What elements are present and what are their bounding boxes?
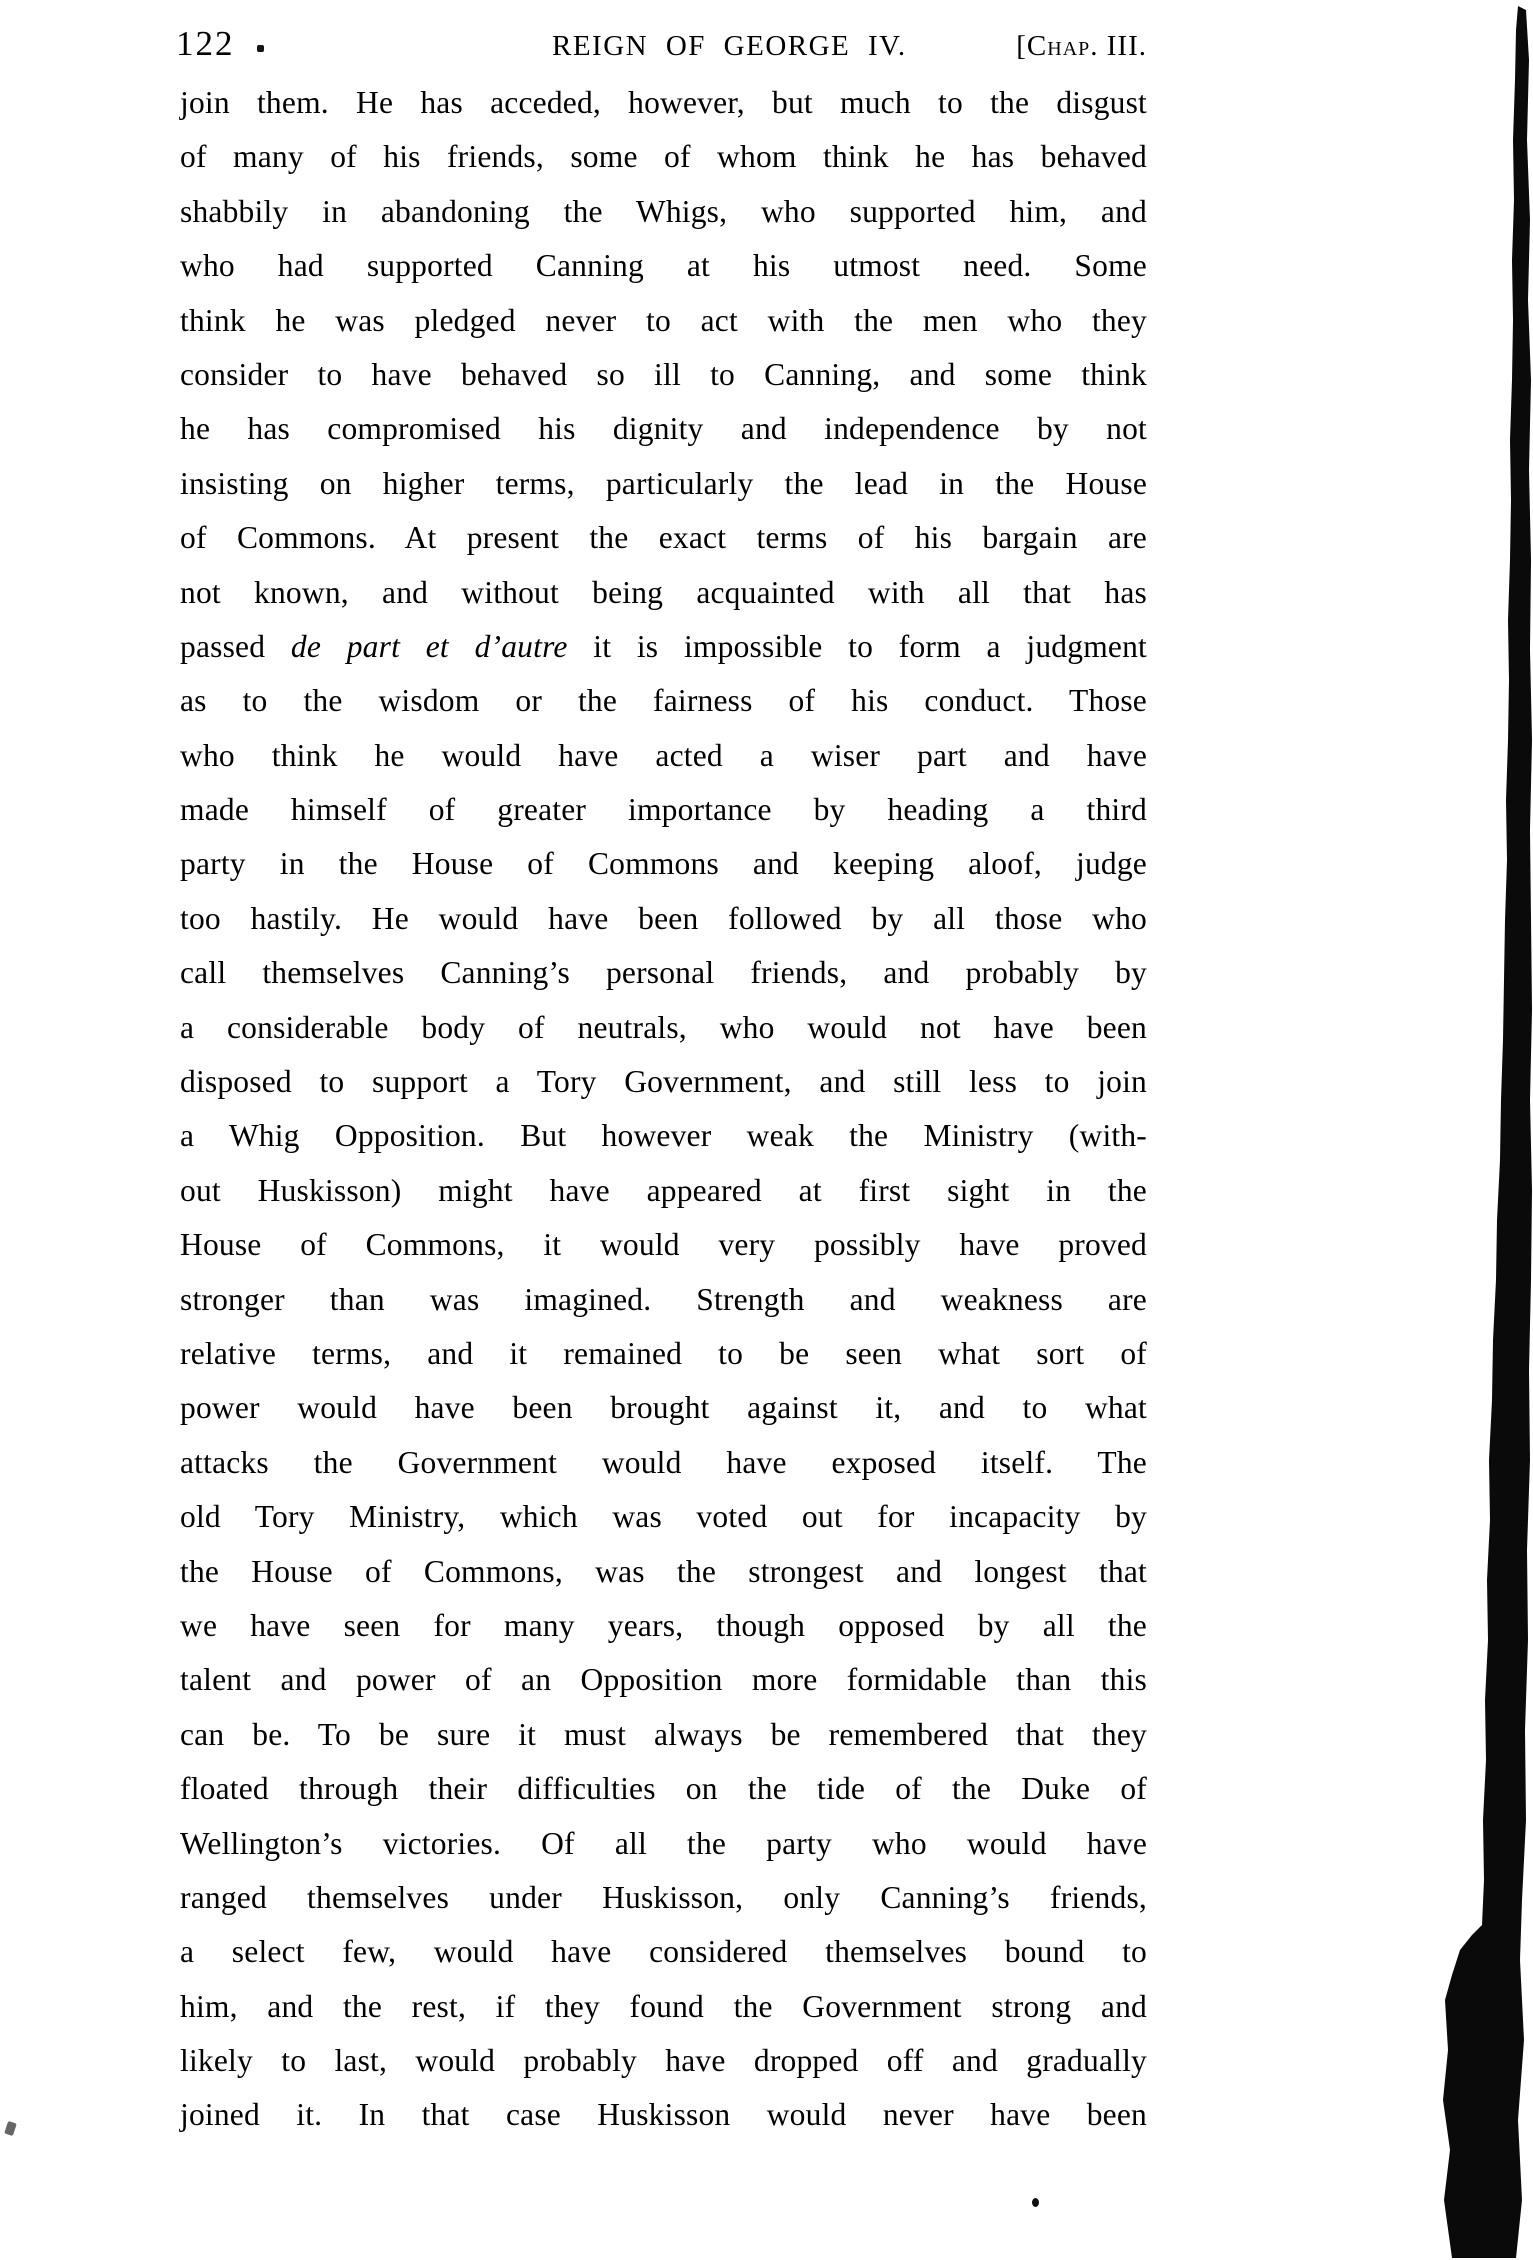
text-line bbox=[180, 457, 1147, 511]
text-segment: ranged themselves under Huskisson, only Canning’s friends, bbox=[180, 1879, 1147, 1915]
page-header bbox=[0, 0, 1533, 70]
text-line bbox=[180, 511, 1147, 565]
text-line bbox=[180, 185, 1147, 239]
text-segment: call themselves Canning’s personal friends, and probably by bbox=[180, 955, 1147, 991]
text-segment: a considerable body of neutrals, who would not have been bbox=[180, 1009, 1147, 1045]
text-segment: the House of Commons, was the strongest and longest that bbox=[180, 1553, 1147, 1589]
text-segment: a select few, would have considered themselves bound to bbox=[180, 1934, 1147, 1970]
text-segment: attacks the Government would have exposed itself. The bbox=[180, 1444, 1147, 1480]
text-segment: House of Commons, it would very possibly have proved bbox=[180, 1227, 1147, 1263]
text-segment: relative terms, and it remained to be seen what sort of bbox=[180, 1335, 1147, 1371]
text-line bbox=[180, 1055, 1147, 1109]
italic-text-segment: de part et d’autre bbox=[290, 628, 568, 664]
text-line bbox=[180, 1871, 1147, 1925]
text-segment: stronger than was imagined. Strength and weakness are bbox=[180, 1281, 1147, 1317]
text-segment: passed bbox=[180, 628, 291, 664]
text-line bbox=[180, 1708, 1147, 1762]
text-segment: who had supported Canning at his utmost need. Some bbox=[180, 248, 1147, 284]
text-segment: old Tory Ministry, which was voted out for incapacity by bbox=[180, 1499, 1147, 1535]
header-dot-speck bbox=[257, 45, 264, 52]
text-segment: insisting on higher terms, particularly the lead in the House bbox=[180, 465, 1147, 501]
ink-speck-bottom bbox=[1032, 2198, 1039, 2207]
text-line bbox=[180, 76, 1147, 130]
text-segment: floated through their difficulties on the tide of the Duke of bbox=[180, 1771, 1147, 1807]
text-line bbox=[180, 1164, 1147, 1218]
text-segment: not known, and without being acquainted with all that has bbox=[180, 574, 1147, 610]
text-line bbox=[180, 1436, 1147, 1490]
text-line bbox=[180, 1218, 1147, 1272]
text-segment: talent and power of an Opposition more formidable than this bbox=[180, 1662, 1147, 1698]
text-line bbox=[180, 239, 1147, 293]
text-line bbox=[180, 402, 1147, 456]
text-segment: of Commons. At present the exact terms of his bargain are bbox=[180, 520, 1147, 556]
text-line bbox=[180, 674, 1147, 728]
text-segment: can be. To be sure it must always be remembered that they bbox=[180, 1716, 1147, 1752]
text-segment: Wellington’s victories. Of all the party who would have bbox=[180, 1825, 1147, 1861]
text-line bbox=[180, 1599, 1147, 1653]
page-body-text bbox=[180, 76, 1147, 2143]
text-line bbox=[180, 1273, 1147, 1327]
text-line bbox=[180, 1109, 1147, 1163]
text-segment: him, and the rest, if they found the Government strong and bbox=[180, 1988, 1147, 2024]
text-line bbox=[180, 783, 1147, 837]
text-line bbox=[180, 2088, 1147, 2142]
text-line bbox=[180, 1381, 1147, 1435]
text-segment: likely to last, would probably have dropped off and gradually bbox=[180, 2043, 1147, 2079]
text-segment: consider to have behaved so ill to Canning, and some think bbox=[180, 356, 1147, 392]
ink-speck-corner bbox=[4, 2121, 17, 2136]
text-segment: think he was pledged never to act with the men who they bbox=[180, 302, 1147, 338]
text-line bbox=[180, 1490, 1147, 1544]
chapter-reference: [Chap. III. bbox=[1016, 30, 1147, 62]
text-segment: joined it. In that case Huskisson would never have been bbox=[180, 2097, 1147, 2133]
text-line bbox=[180, 620, 1147, 674]
text-line bbox=[180, 1327, 1147, 1381]
page-number: 122 bbox=[176, 24, 235, 63]
running-title: REIGN OF GEORGE IV. bbox=[552, 30, 907, 62]
text-line bbox=[180, 294, 1147, 348]
text-segment: of many of his friends, some of whom think he has behaved bbox=[180, 139, 1147, 175]
text-line bbox=[180, 1545, 1147, 1599]
text-segment: too hastily. He would have been followed by all those who bbox=[180, 900, 1147, 936]
text-segment: disposed to support a Tory Government, and still less to join bbox=[180, 1064, 1147, 1100]
text-line bbox=[180, 1653, 1147, 1707]
text-line bbox=[180, 837, 1147, 891]
text-segment: made himself of greater importance by heading a third bbox=[180, 792, 1147, 828]
text-segment: a Whig Opposition. But however weak the Ministry (with- bbox=[180, 1118, 1147, 1154]
text-segment: we have seen for many years, though opposed by all the bbox=[180, 1607, 1147, 1643]
text-segment: power would have been brought against it, and to what bbox=[180, 1390, 1147, 1426]
text-segment: party in the House of Commons and keeping aloof, judge bbox=[180, 846, 1147, 882]
text-segment: as to the wisdom or the fairness of his conduct. Those bbox=[180, 683, 1147, 719]
text-line bbox=[180, 348, 1147, 402]
text-segment: out Huskisson) might have appeared at first sight in the bbox=[180, 1172, 1147, 1208]
text-line bbox=[180, 892, 1147, 946]
text-segment: shabbily in abandoning the Whigs, who supported him, and bbox=[180, 193, 1147, 229]
text-line bbox=[180, 1980, 1147, 2034]
text-segment: join them. He has acceded, however, but much to the disgust bbox=[180, 85, 1147, 120]
text-line bbox=[180, 1817, 1147, 1871]
text-segment: it is impossible to form a judgment bbox=[567, 628, 1147, 664]
text-segment: who think he would have acted a wiser part and have bbox=[180, 737, 1147, 773]
text-line bbox=[180, 2034, 1147, 2088]
text-segment: he has compromised his dignity and independence by not bbox=[180, 411, 1147, 447]
text-line bbox=[180, 946, 1147, 1000]
text-line bbox=[180, 1762, 1147, 1816]
text-line bbox=[180, 1001, 1147, 1055]
text-line bbox=[180, 566, 1147, 620]
text-line bbox=[180, 130, 1147, 184]
text-line bbox=[180, 729, 1147, 783]
text-line bbox=[180, 1925, 1147, 1979]
